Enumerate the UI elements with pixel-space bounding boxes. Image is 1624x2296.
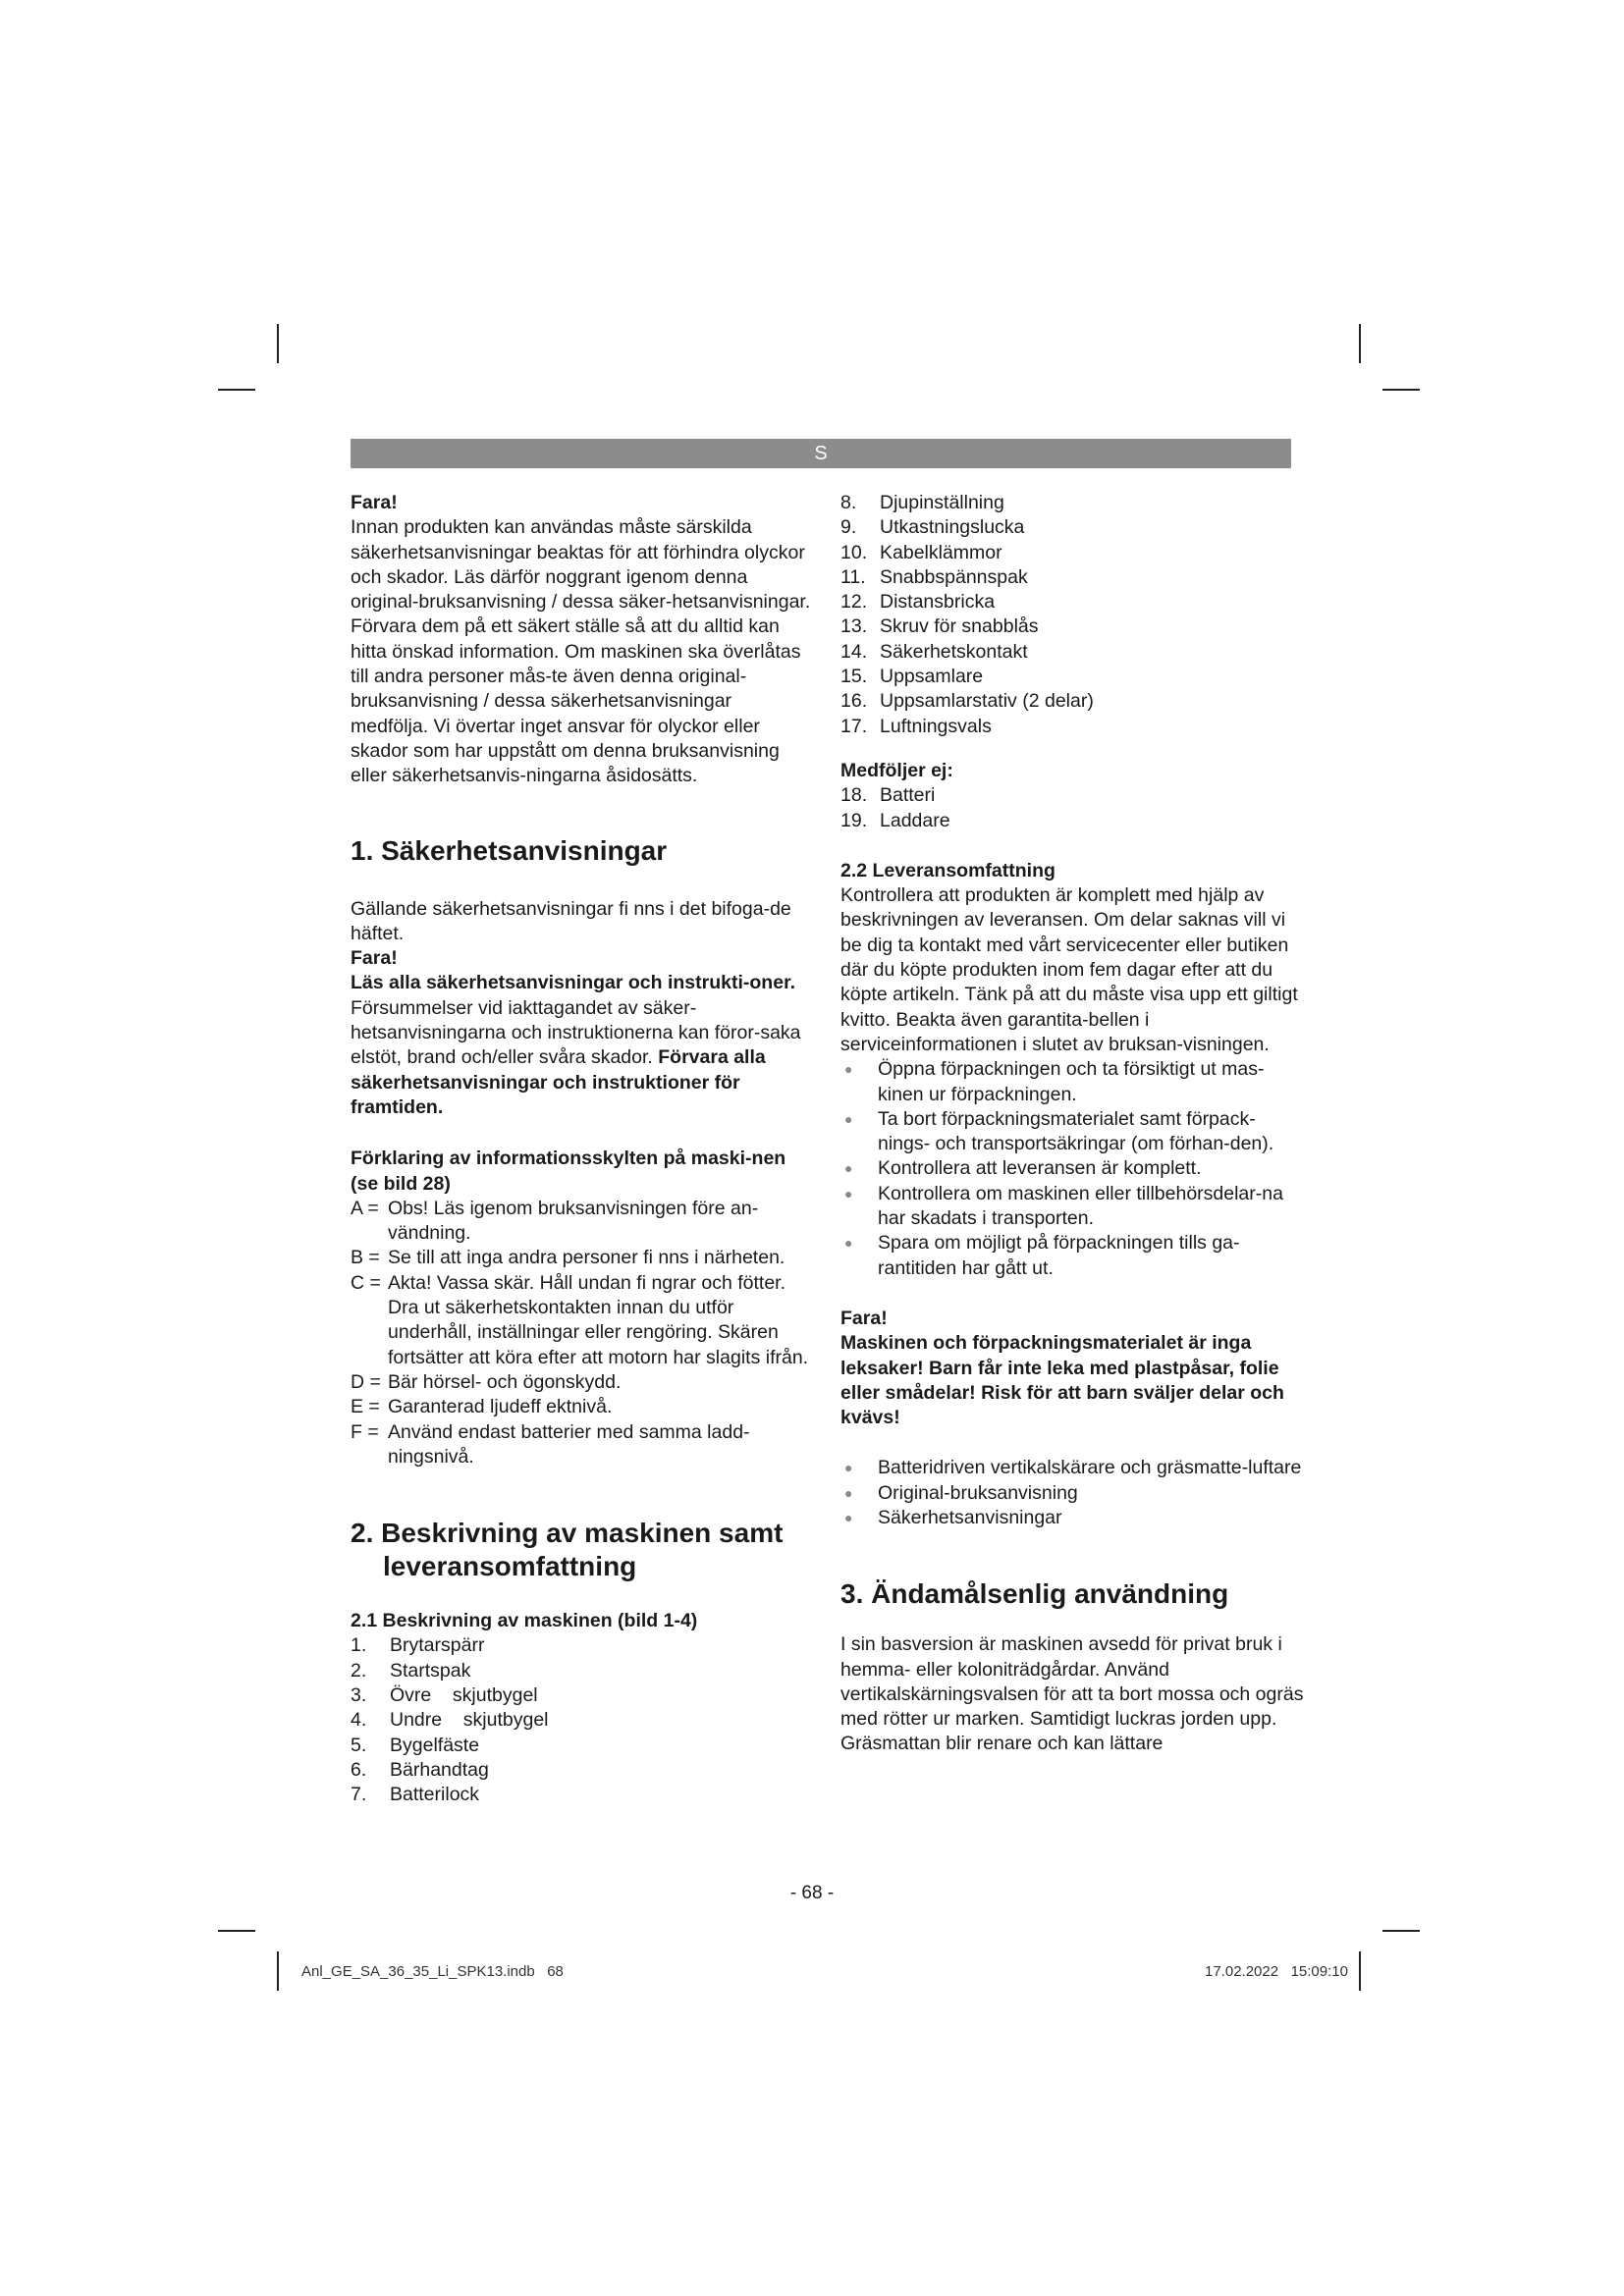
not-included-list: [840, 783, 1304, 833]
crop-mark: [1359, 1951, 1361, 1991]
sign-list: [351, 1197, 814, 1469]
list-item: 11. Snabbspännspak: [840, 565, 1028, 588]
language-code: S: [814, 443, 828, 464]
section1-paragraph: [351, 971, 814, 1120]
list-item: 8. Djupinställning: [840, 492, 1004, 513]
crop-mark: [1382, 1930, 1420, 1932]
intro-warning-title: Fara!: [351, 492, 398, 513]
page-number: - 68 -: [789, 1883, 835, 1903]
sign-key: B =: [351, 1247, 380, 1269]
list-item: 10. Kabelklämmor: [840, 541, 1002, 563]
bullet-icon: ●: [844, 1160, 853, 1177]
section3-heading: 3. Ändamålsenlig användning: [840, 1578, 1229, 1610]
sign-item: [351, 1246, 814, 1270]
bullet-icon: ●: [844, 1185, 853, 1201]
list-item: ● Spara om möjligt på förpackningen tills ga-rantitiden har gått ut.: [840, 1231, 1304, 1281]
list-item: 6. Bärhandtag: [351, 1758, 489, 1781]
list-item: ● Batteridriven vertikalskärare och gräsmatte-luftare: [840, 1456, 1304, 1480]
section1-text: Gällande säkerhetsanvisningar fi nns i det bifoga-de häftet.: [351, 897, 791, 944]
bullet-icon: ●: [844, 1110, 853, 1127]
crop-mark: [218, 389, 255, 391]
sign-heading: Förklaring av informationsskylten på maski-nen (se bild 28): [351, 1148, 786, 1195]
crop-mark: [277, 324, 279, 363]
sign-item: [351, 1197, 814, 1247]
list-item: 12. Distansbricka: [840, 591, 996, 614]
list-item: 17. Luftningsvals: [840, 715, 992, 737]
crop-mark: [277, 1951, 279, 1991]
language-header-bar: [351, 439, 1291, 468]
sign-key: A =: [351, 1197, 379, 1219]
section1-warning-title: Fara!: [351, 947, 398, 970]
sign-item: [351, 1395, 814, 1419]
section1-bold-1: Läs alla säkerhetsanvisningar och instrukti-oner.: [351, 972, 795, 994]
section21-heading: 2.1 Beskrivning av maskinen (bild 1-4): [351, 1610, 698, 1632]
section1-heading: 1. Säkerhetsanvisningar: [351, 834, 668, 866]
parts-list-b: [840, 491, 1304, 739]
sign-text: Akta! Vassa skär. Håll undan fi ngrar och fötter. Dra ut säkerhetskontakten innan du utför underhåll, inställningar eller rengöring. Skären fortsätter att köra efter att motorn har slagits ifrån.: [388, 1271, 809, 1368]
bullet-icon: ●: [844, 1484, 853, 1501]
left-column: [351, 491, 814, 1807]
section1-bold-2: Förvara alla säkerhetsanvisningar och instruktioner för framtiden.: [351, 1046, 766, 1118]
list-item: 19. Laddare: [840, 809, 950, 831]
sign-text: Garanterad ljudeff ektnivå.: [388, 1396, 613, 1418]
list-item: 15. Uppsamlare: [840, 666, 984, 688]
bullet-icon: ●: [844, 1061, 853, 1078]
list-item: 1. Brytarspärr: [351, 1634, 485, 1657]
section2-heading: 2. Beskrivning av maskinen samt leveransomfattning: [351, 1518, 784, 1582]
sign-item: [351, 1420, 814, 1470]
sign-key: D =: [351, 1370, 381, 1393]
footer-timestamp: 17.02.2022 15:09:10: [1205, 1963, 1348, 1980]
list-item: 5. Bygelfäste: [351, 1734, 480, 1756]
list-item: 7. Batterilock: [351, 1784, 480, 1806]
section22-text: Kontrollera att produkten är komplett med hjälp av beskrivningen av leveransen. Om delar saknas vill vi be dig ta kontakt med vårt servicecenter eller butiken där du köpte produkten inom fem dagar efter att du köpte artikeln. Tänk på att du måste visa upp ett giltigt kvitto. Beakta även garantita-bellen i serviceinformationen i slutet av bruksan-visningen.: [840, 884, 1298, 1055]
not-included-heading: Medföljer ej:: [840, 759, 953, 781]
contents-list: [840, 1456, 1304, 1530]
list-item: ● Säkerhetsanvisningar: [840, 1506, 1304, 1530]
section3-text: I sin basversion är maskinen avsedd för privat bruk i hemma- eller koloniträdgårdar. Använd vertikalskärningsvalsen för att ta bort mossa och ogräs med rötter ur marken. Samtidigt luckras jorden upp. Gräsmattan blir renare och kan lättare: [840, 1633, 1304, 1755]
sign-text: Obs! Läs igenom bruksanvisningen före an-vändning.: [388, 1197, 759, 1245]
list-item: 18. Batteri: [840, 784, 936, 807]
sign-text: Se till att inga andra personer fi nns i närheten.: [388, 1247, 785, 1269]
bullet-icon: ●: [844, 1460, 853, 1476]
intro-text: Innan produkten kan användas måste särskilda säkerhetsanvisningar beaktas för att förhindra olyckor och skador. Läs därför noggrant igenom denna original-bruksanvisning / dessa säker-hetsanvisningar. Förvara dem på ett säkert ställe så att du alltid kan hitta önskad information. Om maskinen ska överlåtas till andra personer mås-te även denna original-bruksanvisning / dessa säkerhetsanvisningar medfölja. Vi övertar inget ansvar för olyckor eller skador som har uppstått om denna bruksanvisning eller säkerhetsanvis-ningarna åsidosätts.: [351, 516, 811, 787]
sign-key: E =: [351, 1396, 380, 1418]
list-item: ● Öppna förpackningen och ta försiktigt ut mas-kinen ur förpackningen.: [840, 1057, 1304, 1107]
sign-key: F =: [351, 1420, 379, 1443]
list-item: 3. Övre skjutbygel: [351, 1683, 538, 1706]
footer-file-name: Anl_GE_SA_36_35_Li_SPK13.indb 68: [301, 1963, 564, 1980]
list-item: 2. Startspak: [351, 1659, 471, 1682]
sign-text: Använd endast batterier med samma ladd-ningsnivå.: [388, 1420, 750, 1468]
bullet-icon: ●: [844, 1235, 853, 1252]
list-item: 16. Uppsamlarstativ (2 delar): [840, 690, 1094, 713]
sign-key: C =: [351, 1271, 381, 1294]
list-item: ● Ta bort förpackningsmaterialet samt förpack-nings- och transportsäkringar (om förhan-den).: [840, 1107, 1304, 1157]
parts-list-a: [351, 1633, 814, 1807]
warning-title: Fara!: [840, 1307, 888, 1329]
list-item: 9. Utkastningslucka: [840, 516, 1025, 539]
section1-text-2: Försummelser vid iakttagandet av säker-hetsanvisningarna och instruktionerna kan föror-saka elstöt, brand och/eller svåra skador.: [351, 996, 801, 1069]
section22-heading: 2.2 Leveransomfattning: [840, 859, 1056, 881]
list-item: ● Kontrollera om maskinen eller tillbehörsdelar-na har skadats i transporten.: [840, 1182, 1304, 1232]
warning-text: Maskinen och förpackningsmaterialet är inga leksaker! Barn får inte leka med plastpåsar, folie eller smådelar! Risk för att barn sväljer delar och kvävs!: [840, 1332, 1284, 1429]
crop-mark: [1359, 324, 1361, 363]
list-item: 14. Säkerhetskontakt: [840, 640, 1028, 663]
sign-text: Bär hörsel- och ögonskydd.: [388, 1370, 622, 1393]
list-item: 13. Skruv för snabblås: [840, 615, 1039, 638]
right-column: [840, 491, 1304, 1757]
list-item: ● Kontrollera att leveransen är komplett.: [840, 1156, 1304, 1181]
crop-mark: [218, 1930, 255, 1932]
sign-item: [351, 1271, 814, 1370]
bullet-icon: ●: [844, 1509, 853, 1525]
sign-item: [351, 1370, 814, 1395]
list-item: 4. Undre skjutbygel: [351, 1709, 549, 1732]
list-item: ● Original-bruksanvisning: [840, 1481, 1304, 1506]
crop-mark: [1382, 389, 1420, 391]
delivery-steps-list: [840, 1057, 1304, 1281]
